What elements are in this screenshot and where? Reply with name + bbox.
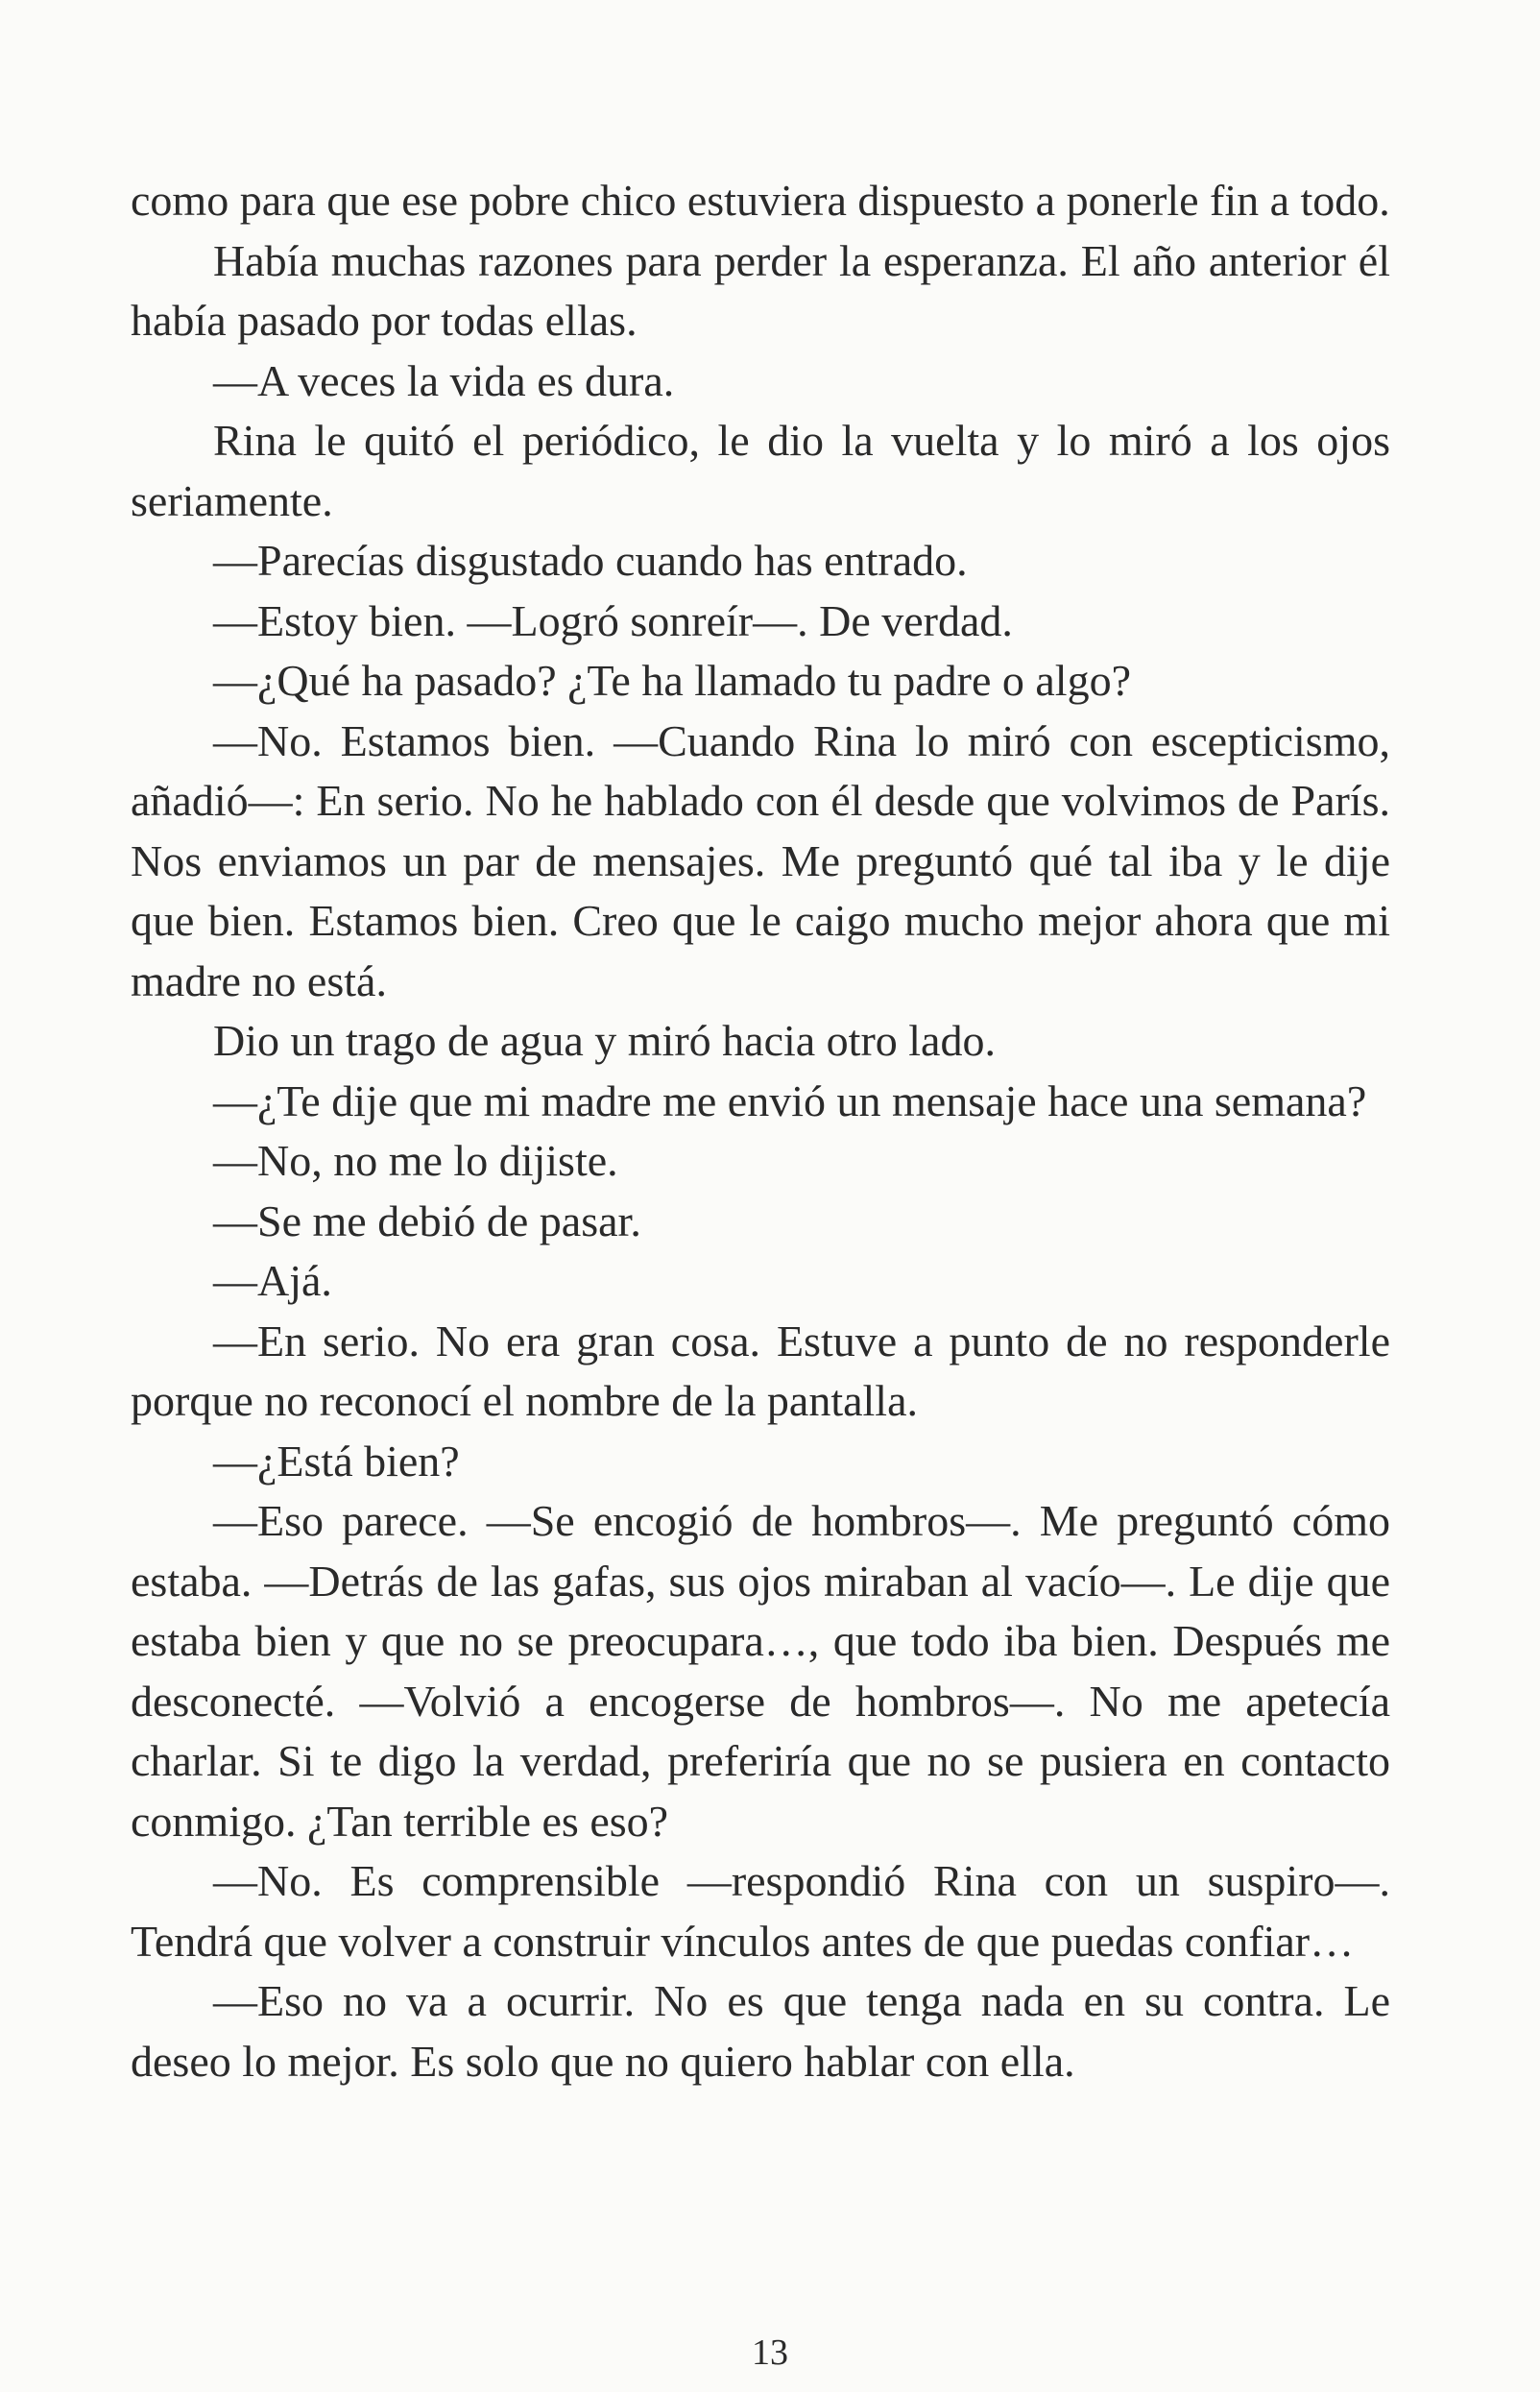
- paragraph: —En serio. No era gran cosa. Estuve a punto de no responderle porque no reconocí el nombre de la pantalla.: [131, 1316, 1390, 1425]
- paragraph: —Se me debió de pasar.: [213, 1196, 641, 1245]
- paragraph: Dio un trago de agua y miró hacia otro lado.: [213, 1016, 996, 1065]
- paragraph: como para que ese pobre chico estuviera dispuesto a ponerle fin a todo.: [131, 176, 1390, 225]
- paragraph: —No. Estamos bien. —Cuando Rina lo miró con escepticismo, añadió—: En serio. No he hablado con él desde que volvimos de París. Nos enviamos un par de mensajes. Me preguntó qué tal iba y le dije que bien. Estamos bien. Creo que le caigo mucho mejor ahora que mi madre no está.: [131, 715, 1390, 1005]
- paragraph: Había muchas razones para perder la esperanza. El año anterior él había pasado por todas ellas.: [131, 235, 1390, 345]
- paragraph: —Ajá.: [213, 1256, 332, 1305]
- paragraph: —Eso no va a ocurrir. No es que tenga nada en su contra. Le deseo lo mejor. Es solo que no quiero hablar con ella.: [131, 1976, 1390, 2086]
- body-text: [131, 171, 1390, 2091]
- paragraph: —A veces la vida es dura.: [213, 355, 675, 405]
- paragraph: Rina le quitó el periódico, le dio la vuelta y lo miró a los ojos seriamente.: [131, 416, 1390, 525]
- paragraph: —¿Está bien?: [213, 1436, 460, 1486]
- paragraph: —No. Es comprensible —respondió Rina con un suspiro—. Tendrá que volver a construir vínculos antes de que puedas confiar…: [131, 1856, 1390, 1966]
- paragraph: —No, no me lo dijiste.: [213, 1136, 618, 1185]
- paragraph: —Estoy bien. —Logró sonreír—. De verdad.: [213, 595, 1013, 645]
- paragraph: —Eso parece. —Se encogió de hombros—. Me preguntó cómo estaba. —Detrás de las gafas, sus ojos miraban al vacío—. Le dije que estaba bien y que no se preocupara…, que todo iba bien. Después me desconecté. —Volvió a encogerse de hombros—. No me apetecía charlar. Si te digo la verdad, preferiría que no se pusiera en contacto conmigo. ¿Tan terrible es eso?: [131, 1496, 1390, 1846]
- paragraph: —¿Qué ha pasado? ¿Te ha llamado tu padre o algo?: [213, 656, 1131, 705]
- page-number: 13: [752, 2332, 788, 2373]
- paragraph: —Parecías disgustado cuando has entrado.: [213, 536, 968, 585]
- paragraph: —¿Te dije que mi madre me envió un mensaje hace una semana?: [213, 1075, 1367, 1125]
